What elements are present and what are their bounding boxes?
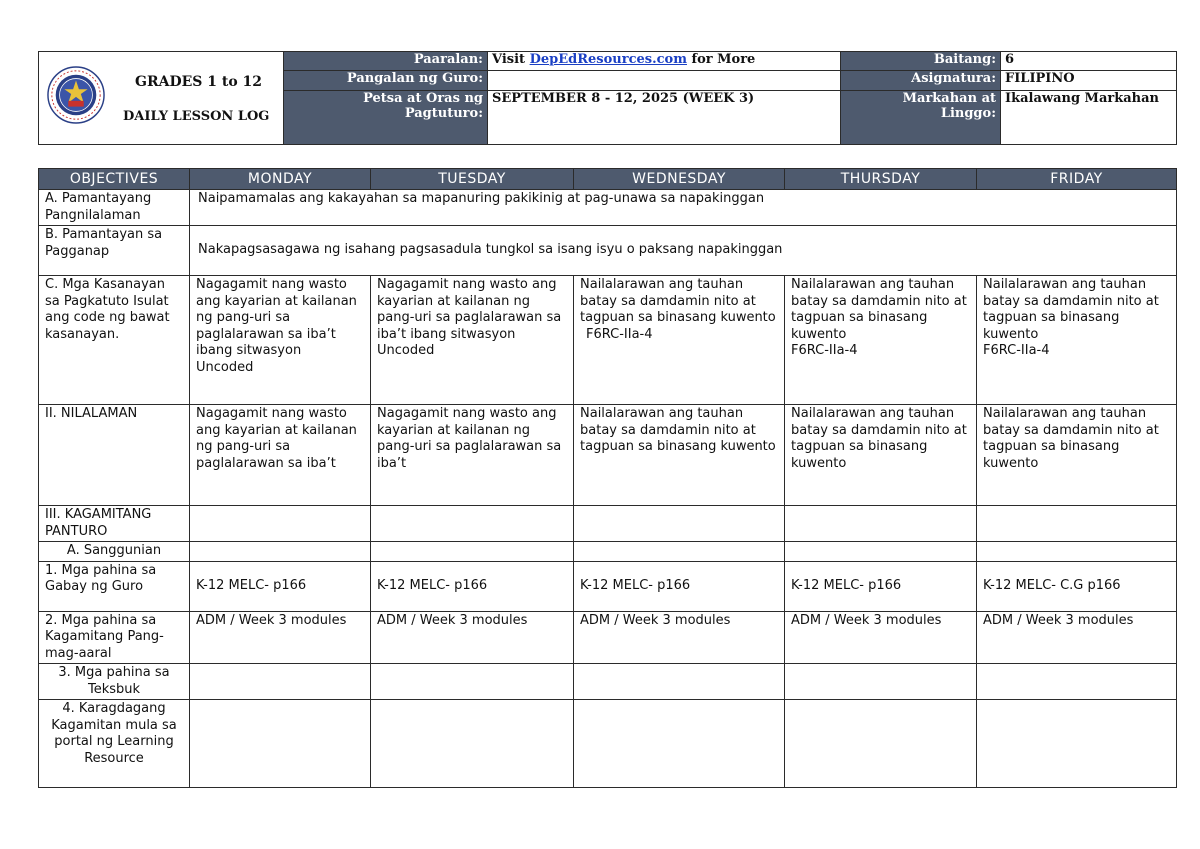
dll-title: DAILY LESSON LOG xyxy=(123,109,270,124)
col-thursday: THURSDAY xyxy=(785,169,977,190)
header-table xyxy=(38,51,1177,145)
markahan-label: Markahan at Linggo: xyxy=(841,90,1001,144)
gabay-tuesday: K-12 MELC- p166 xyxy=(371,561,574,611)
kasanayan-text: Nagagamit nang wasto ang kayarian at kailanan ng pang-uri sa paglalarawan sa iba’t ibang sitwasyon xyxy=(196,277,357,358)
kasanayan-thursday xyxy=(785,276,977,405)
row-label-teksbuk: 3. Mga pahina sa Teksbuk xyxy=(39,664,190,700)
col-wednesday: WEDNESDAY xyxy=(574,169,785,190)
row-label-kagamitan: 2. Mga pahina sa Kagamitang Pang-mag-aaral xyxy=(39,611,190,664)
table-row xyxy=(39,611,1177,664)
empty-cell xyxy=(371,542,574,562)
row-label-sanggunian: A. Sanggunian xyxy=(39,542,190,562)
kasanayan-code: F6RC-IIa-4 xyxy=(983,343,1050,358)
nilalaman-wednesday: Nailalarawan ang tauhan batay sa damdamin nito at tagpuan sa binasang kuwento xyxy=(574,405,785,506)
guro-label: Pangalan ng Guro: xyxy=(284,71,488,90)
empty-cell xyxy=(574,506,785,542)
deped-resources-link[interactable]: DepEdResources.com xyxy=(529,52,687,67)
empty-cell xyxy=(977,664,1177,700)
kasanayan-friday xyxy=(977,276,1177,405)
asignatura-label: Asignatura: xyxy=(841,71,1001,90)
table-row xyxy=(39,405,1177,506)
col-objectives: OBJECTIVES xyxy=(39,169,190,190)
empty-cell xyxy=(190,664,371,700)
logo-cell xyxy=(39,52,284,145)
table-row xyxy=(39,506,1177,542)
kasanayan-wednesday xyxy=(574,276,785,405)
empty-cell xyxy=(574,542,785,562)
empty-cell xyxy=(190,700,371,788)
row-label-kagamitang-panturo: III. KAGAMITANG PANTURO xyxy=(39,506,190,542)
empty-cell xyxy=(977,506,1177,542)
row-label-gabay: 1. Mga pahina sa Gabay ng Guro xyxy=(39,561,190,611)
nilalaman-monday: Nagagamit nang wasto ang kayarian at kailanan ng pang-uri sa paglalarawan sa iba’t xyxy=(190,405,371,506)
nilalaman-tuesday: Nagagamit nang wasto ang kayarian at kailanan ng pang-uri sa paglalarawan sa iba’t xyxy=(371,405,574,506)
kasanayan-monday xyxy=(190,276,371,405)
petsa-label: Petsa at Oras ng Pagtuturo: xyxy=(284,90,488,144)
kagamitan-friday: ADM / Week 3 modules xyxy=(977,611,1177,664)
kasanayan-code: Uncoded xyxy=(377,343,435,358)
empty-cell xyxy=(190,542,371,562)
col-monday: MONDAY xyxy=(190,169,371,190)
row-label-b: B. Pamantayan sa Pagganap xyxy=(39,226,190,276)
pamantayan-pagganap-text: Nakapagsasagawa ng isahang pagsasadula tungkol sa isang isyu o paksang napakinggan xyxy=(190,226,1177,276)
empty-cell xyxy=(371,700,574,788)
kasanayan-text: Nagagamit nang wasto ang kayarian at kailanan ng pang-uri sa paglalarawan sa iba’t ibang sitwasyon xyxy=(377,277,562,342)
kasanayan-text: Nailalarawan ang tauhan batay sa damdamin nito at tagpuan sa binasang kuwento xyxy=(580,277,776,325)
empty-cell xyxy=(371,664,574,700)
kasanayan-text: Nailalarawan ang tauhan batay sa damdamin nito at tagpuan sa binasang kuwento xyxy=(983,277,1159,342)
gabay-thursday: K-12 MELC- p166 xyxy=(785,561,977,611)
kasanayan-text: Nailalarawan ang tauhan batay sa damdamin nito at tagpuan sa binasang kuwento xyxy=(791,277,967,342)
deped-seal-icon xyxy=(47,66,105,124)
empty-cell xyxy=(190,506,371,542)
col-tuesday: TUESDAY xyxy=(371,169,574,190)
kasanayan-code: Uncoded xyxy=(196,359,254,375)
paaralan-prefix: Visit xyxy=(492,52,530,67)
row-label-karagdagang: 4. Karagdagang Kagamitan mula sa portal ng Learning Resource xyxy=(39,700,190,788)
gabay-monday: K-12 MELC- p166 xyxy=(190,561,371,611)
empty-cell xyxy=(785,664,977,700)
paaralan-suffix: for More xyxy=(686,52,756,67)
empty-cell xyxy=(574,700,785,788)
table-row xyxy=(39,226,1177,276)
kagamitan-thursday: ADM / Week 3 modules xyxy=(785,611,977,664)
baitang-label: Baitang: xyxy=(841,52,1001,71)
table-row xyxy=(39,561,1177,611)
table-row xyxy=(39,542,1177,562)
empty-cell xyxy=(785,542,977,562)
gabay-friday: K-12 MELC- C.G p166 xyxy=(977,561,1177,611)
gabay-wednesday: K-12 MELC- p166 xyxy=(574,561,785,611)
col-friday: FRIDAY xyxy=(977,169,1177,190)
row-label-a: A. Pamantayang Pangnilalaman xyxy=(39,190,190,226)
table-row xyxy=(39,700,1177,788)
table-row xyxy=(39,664,1177,700)
nilalaman-thursday: Nailalarawan ang tauhan batay sa damdamin nito at tagpuan sa binasang kuwento xyxy=(785,405,977,506)
kasanayan-code: F6RC-IIa-4 xyxy=(586,326,653,342)
lesson-log-table xyxy=(38,168,1177,788)
kagamitan-monday: ADM / Week 3 modules xyxy=(190,611,371,664)
markahan-value: Ikalawang Markahan xyxy=(1001,90,1177,144)
petsa-value: SEPTEMBER 8 - 12, 2025 (WEEK 3) xyxy=(488,90,841,144)
kagamitan-wednesday: ADM / Week 3 modules xyxy=(574,611,785,664)
row-label-c: C. Mga Kasanayan sa Pagkatuto Isulat ang code ng bawat kasanayan. xyxy=(39,276,190,405)
empty-cell xyxy=(574,664,785,700)
table-row xyxy=(39,276,1177,405)
empty-cell xyxy=(977,542,1177,562)
grades-title: GRADES 1 to 12 xyxy=(135,74,263,90)
kagamitan-tuesday: ADM / Week 3 modules xyxy=(371,611,574,664)
empty-cell xyxy=(371,506,574,542)
table-row xyxy=(39,190,1177,226)
kasanayan-code: F6RC-IIa-4 xyxy=(791,343,858,358)
row-label-nilalaman: II. NILALAMAN xyxy=(39,405,190,506)
paaralan-label: Paaralan: xyxy=(284,52,488,71)
pamantayang-pangnilalaman-text: Naipamamalas ang kakayahan sa mapanuring pakikinig at pag-unawa sa napakinggan xyxy=(190,190,1177,226)
empty-cell xyxy=(785,506,977,542)
empty-cell xyxy=(785,700,977,788)
guro-value xyxy=(488,71,841,90)
nilalaman-friday: Nailalarawan ang tauhan batay sa damdamin nito at tagpuan sa binasang kuwento xyxy=(977,405,1177,506)
baitang-value: 6 xyxy=(1001,52,1177,71)
kasanayan-tuesday xyxy=(371,276,574,405)
empty-cell xyxy=(977,700,1177,788)
asignatura-value: FILIPINO xyxy=(1001,71,1177,90)
paaralan-value xyxy=(488,52,841,71)
